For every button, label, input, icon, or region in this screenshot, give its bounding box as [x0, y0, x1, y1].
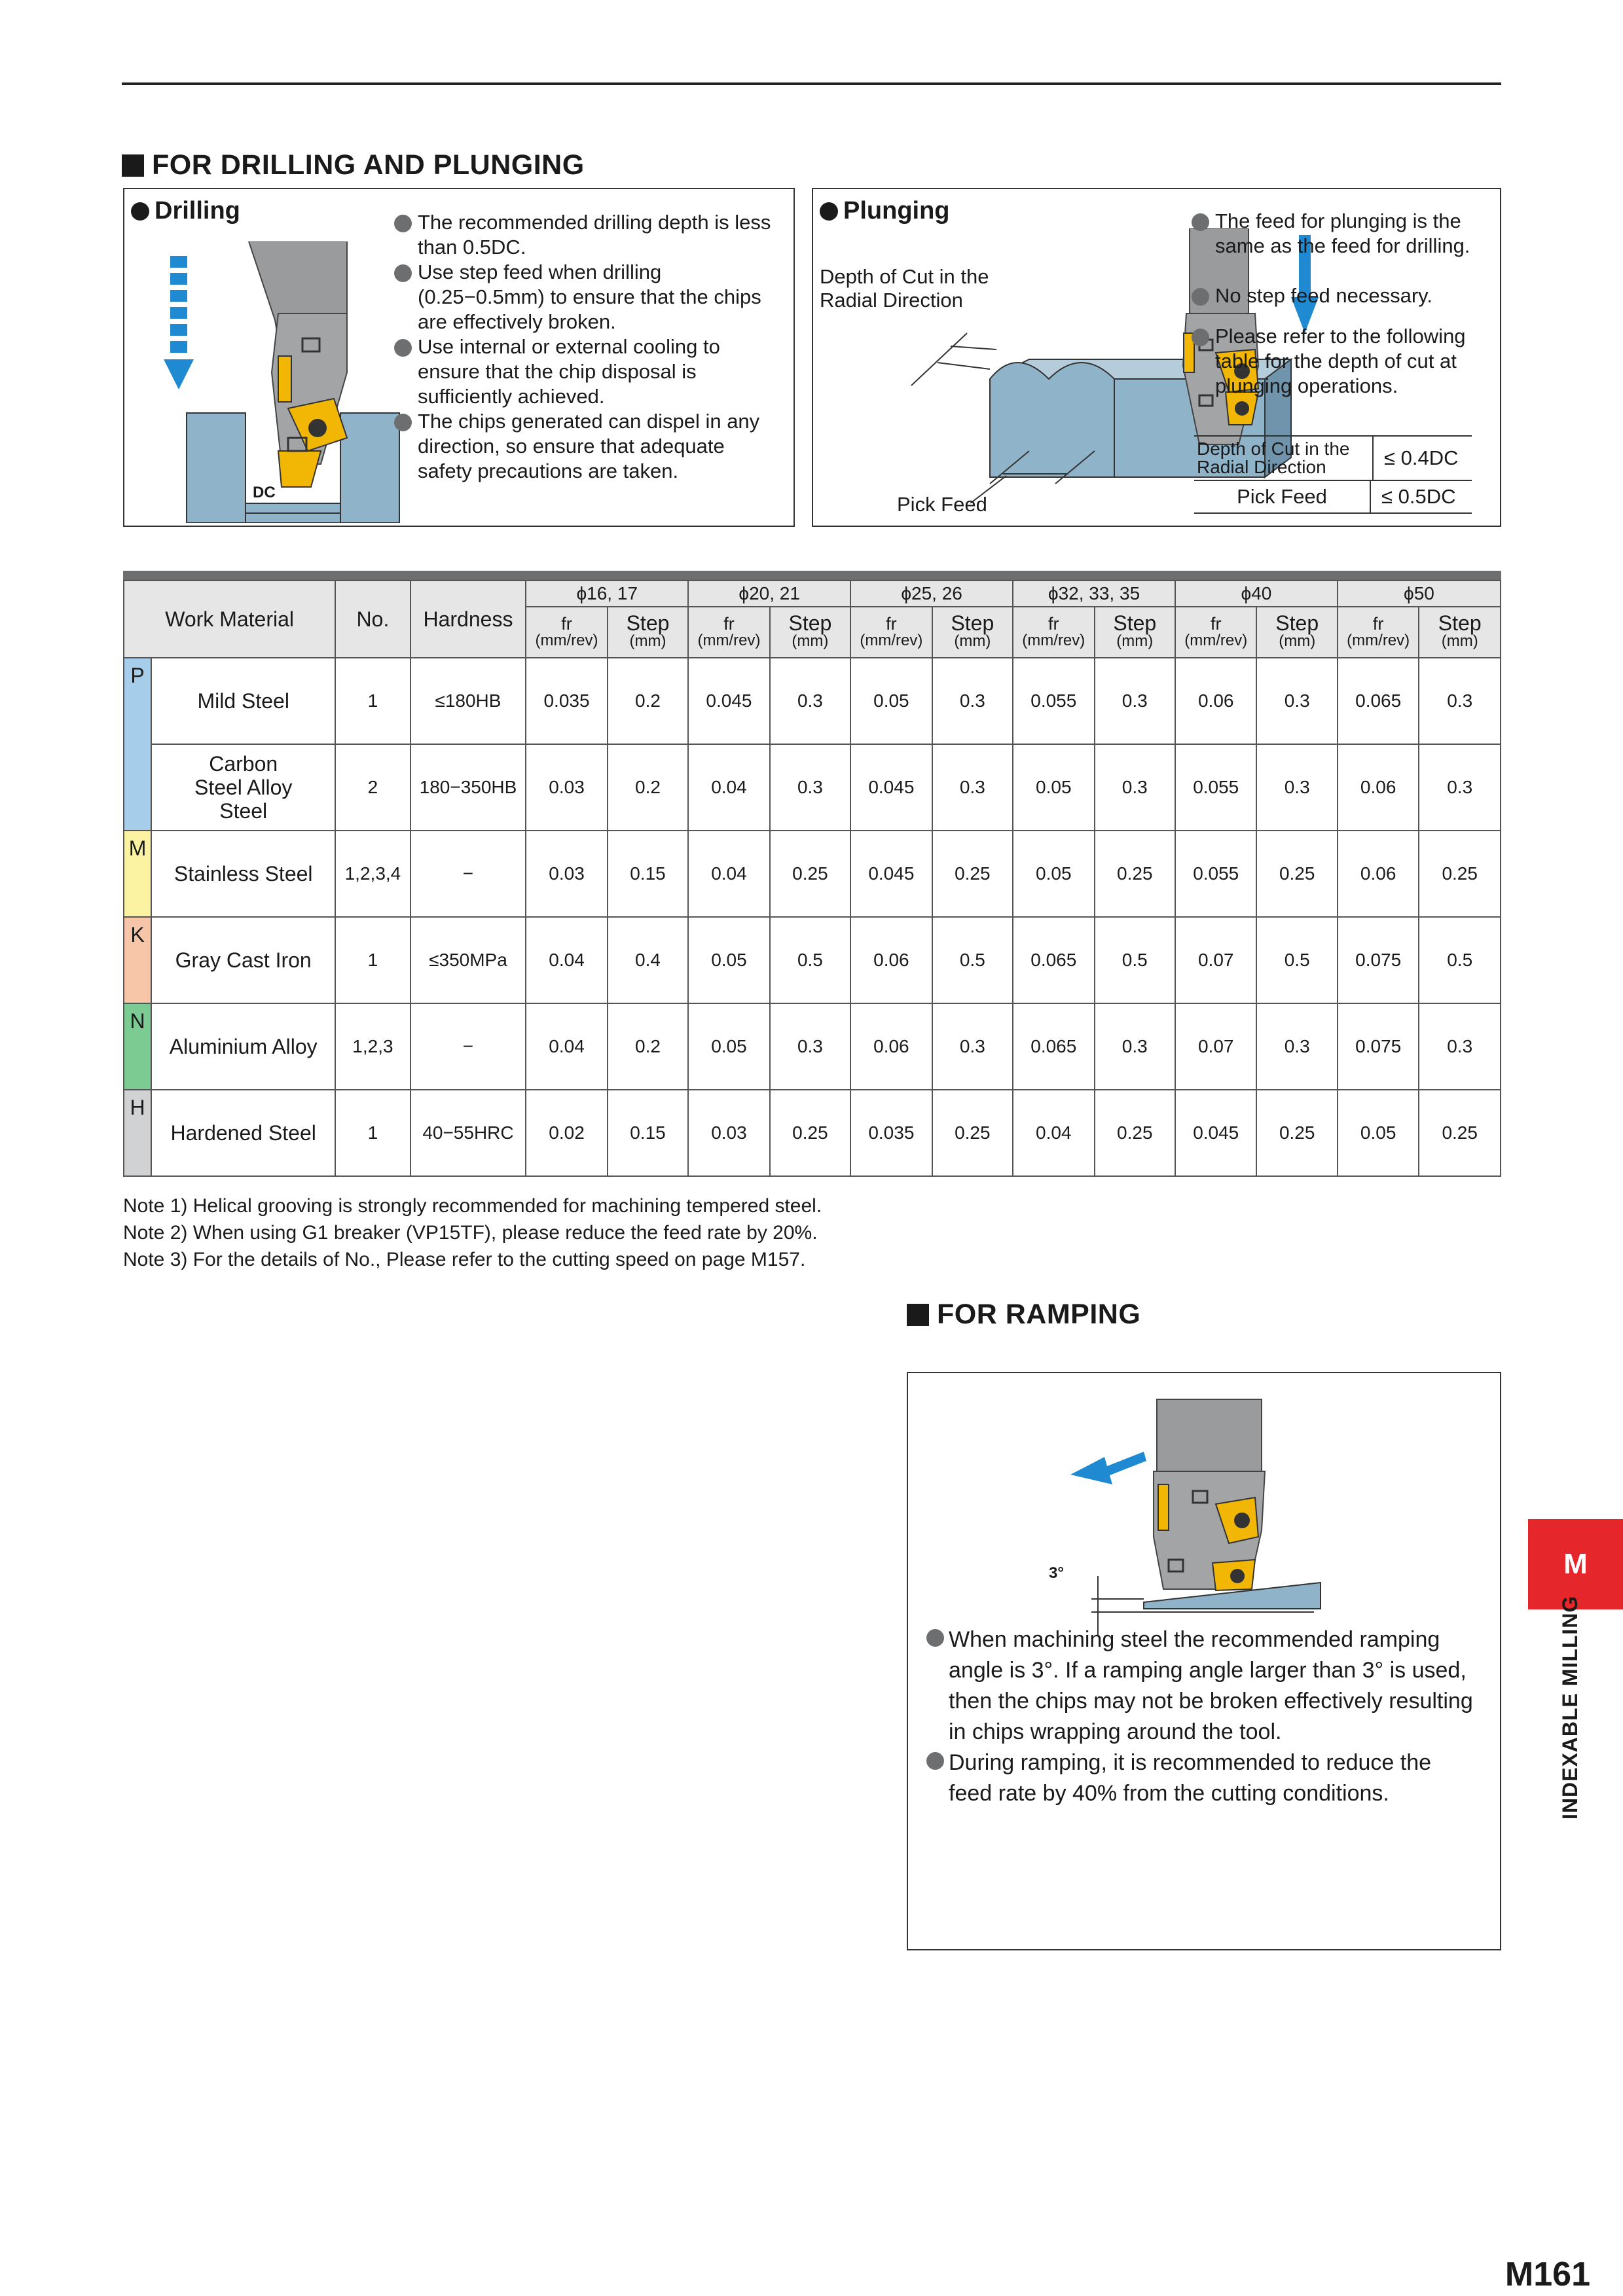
- header-hardness: Hardness: [410, 581, 526, 658]
- drilling-bullet: Use step feed when drilling (0.25−0.5mm) to ensure that the chips are effectively broken.: [394, 260, 774, 334]
- top-rule: [122, 82, 1501, 85]
- feed-value: 0.065: [1013, 917, 1094, 1003]
- header-step: Step (mm): [932, 607, 1013, 658]
- section-square-icon: [907, 1304, 929, 1326]
- material-group-code: M: [124, 831, 151, 917]
- feed-value: 0.06: [1175, 658, 1256, 744]
- table-row: [124, 1003, 1501, 1090]
- feed-value: 0.045: [850, 831, 932, 917]
- plunging-bullets: [1192, 209, 1499, 399]
- depth-of-cut-label: Depth of Cut in the Radial Direction: [820, 265, 989, 312]
- work-material: Carbon Steel Alloy Steel: [151, 744, 335, 831]
- plunging-title: Plunging: [820, 197, 950, 225]
- feed-value: 0.06: [850, 1003, 932, 1090]
- step-value: 0.3: [1419, 658, 1501, 744]
- plunging-panel: [812, 188, 1501, 527]
- work-material: Aluminium Alloy: [151, 1003, 335, 1090]
- drilling-panel: [123, 188, 795, 527]
- hardness: ≤180HB: [410, 658, 526, 744]
- work-material: Stainless Steel: [151, 831, 335, 917]
- section-title-drilling-plunging: FOR DRILLING AND PLUNGING: [122, 149, 585, 181]
- feed-value: 0.04: [688, 831, 769, 917]
- mini-table-row: [1194, 437, 1472, 481]
- step-value: 0.3: [1419, 744, 1501, 831]
- drilling-bullet: The recommended drilling depth is less than 0.5DC.: [394, 210, 774, 260]
- hardness: 180−350HB: [410, 744, 526, 831]
- ramping-diagram: [1052, 1386, 1366, 1661]
- table-top-bar: [123, 571, 1501, 580]
- step-value: 0.3: [1256, 744, 1337, 831]
- table-row: [124, 658, 1501, 744]
- feed-value: 0.04: [526, 917, 607, 1003]
- ramping-bullets: [926, 1624, 1476, 1809]
- step-value: 0.3: [1095, 1003, 1175, 1090]
- mini-table-label: Pick Feed: [1237, 485, 1327, 508]
- feed-value: 0.055: [1175, 744, 1256, 831]
- mini-table-value: ≤ 0.5DC: [1370, 481, 1456, 512]
- feed-value: 0.07: [1175, 917, 1256, 1003]
- feed-value: 0.05: [850, 658, 932, 744]
- header-step: Step (mm): [1095, 607, 1175, 658]
- hardness: ≤350MPa: [410, 917, 526, 1003]
- step-value: 0.3: [770, 1003, 850, 1090]
- drilling-title: Drilling: [131, 197, 240, 225]
- mini-table-label: Depth of Cut in the Radial Direction: [1197, 439, 1350, 477]
- feed-value: 0.045: [1175, 1090, 1256, 1176]
- feed-value: 0.05: [688, 1003, 769, 1090]
- header-step: Step (mm): [608, 607, 688, 658]
- step-value: 0.3: [1095, 744, 1175, 831]
- step-value: 0.15: [608, 831, 688, 917]
- feed-value: 0.05: [1013, 831, 1094, 917]
- step-value: 0.3: [1256, 1003, 1337, 1090]
- feed-value: 0.03: [526, 744, 607, 831]
- ramp-angle-label: 3°: [1049, 1564, 1064, 1582]
- feed-value: 0.03: [688, 1090, 769, 1176]
- material-group-code: K: [124, 917, 151, 1003]
- hardness: −: [410, 831, 526, 917]
- feed-value: 0.02: [526, 1090, 607, 1176]
- header-diameter: ϕ40: [1175, 581, 1338, 607]
- cutting-conditions-table: [123, 580, 1501, 1177]
- drilling-bullet: Use internal or external cooling to ensure that the chip disposal is sufficiently achieved.: [394, 334, 774, 409]
- step-value: 0.2: [608, 658, 688, 744]
- note: Note 2) When using G1 breaker (VP15TF), please reduce the feed rate by 20%.: [123, 1222, 818, 1244]
- ramping-panel: [907, 1372, 1501, 1950]
- step-value: 0.25: [770, 831, 850, 917]
- feed-value: 0.05: [1013, 744, 1094, 831]
- table-row: [124, 744, 1501, 831]
- step-value: 0.25: [1095, 1090, 1175, 1176]
- feed-value: 0.045: [688, 658, 769, 744]
- header-fr: fr (mm/rev): [1013, 607, 1094, 658]
- feed-value: 0.04: [526, 1003, 607, 1090]
- side-tab-m: M: [1528, 1519, 1623, 1609]
- drilling-bullets: [394, 210, 774, 484]
- step-value: 0.25: [932, 1090, 1013, 1176]
- ramping-bullet: During ramping, it is recommended to reduce the feed rate by 40% from the cutting conditions.: [926, 1748, 1476, 1809]
- material-no: 1: [335, 1090, 410, 1176]
- header-fr: fr (mm/rev): [1175, 607, 1256, 658]
- mini-table-value: ≤ 0.4DC: [1372, 437, 1459, 480]
- header-diameter: ϕ50: [1338, 581, 1501, 607]
- step-value: 0.3: [932, 744, 1013, 831]
- feed-value: 0.075: [1338, 1003, 1419, 1090]
- feed-value: 0.055: [1175, 831, 1256, 917]
- step-value: 0.3: [1256, 658, 1337, 744]
- section-title-ramping: FOR RAMPING: [907, 1299, 1140, 1331]
- step-value: 0.25: [1419, 1090, 1501, 1176]
- step-value: 0.3: [932, 1003, 1013, 1090]
- feed-value: 0.06: [1338, 831, 1419, 917]
- header-fr: fr (mm/rev): [1338, 607, 1419, 658]
- step-value: 0.25: [1095, 831, 1175, 917]
- step-value: 0.5: [1419, 917, 1501, 1003]
- step-value: 0.5: [932, 917, 1013, 1003]
- header-no: No.: [335, 581, 410, 658]
- work-material: Mild Steel: [151, 658, 335, 744]
- step-value: 0.25: [1419, 831, 1501, 917]
- step-value: 0.3: [1095, 658, 1175, 744]
- feed-value: 0.035: [850, 1090, 932, 1176]
- page-number: M161: [1504, 2255, 1590, 2293]
- header-fr: fr (mm/rev): [688, 607, 769, 658]
- step-value: 0.25: [932, 831, 1013, 917]
- table-body: [124, 658, 1501, 1176]
- table-row: [124, 831, 1501, 917]
- material-no: 1: [335, 658, 410, 744]
- material-group-code: P: [124, 658, 151, 744]
- bullet-dot-icon: [131, 202, 149, 221]
- plunging-bullet: Please refer to the following table for the depth of cut at plunging operations.: [1192, 324, 1499, 399]
- header-step: Step (mm): [770, 607, 850, 658]
- work-material: Gray Cast Iron: [151, 917, 335, 1003]
- work-material: Hardened Steel: [151, 1090, 335, 1176]
- header-step: Step (mm): [1256, 607, 1337, 658]
- material-group-code: H: [124, 1090, 151, 1176]
- material-no: 2: [335, 744, 410, 831]
- feed-value: 0.065: [1013, 1003, 1094, 1090]
- notes: [123, 1193, 822, 1273]
- header-work-material: Work Material: [124, 581, 335, 658]
- step-value: 0.3: [770, 658, 850, 744]
- step-value: 0.2: [608, 1003, 688, 1090]
- section-square-icon: [122, 154, 144, 177]
- mini-table-row: [1194, 481, 1472, 514]
- side-tab-label: INDEXABLE MILLING: [1558, 1595, 1582, 1820]
- step-value: 0.2: [608, 744, 688, 831]
- plunging-bullet: The feed for plunging is the same as the feed for drilling.: [1192, 209, 1499, 259]
- feed-value: 0.05: [1338, 1090, 1419, 1176]
- step-value: 0.25: [1256, 831, 1337, 917]
- hardness: −: [410, 1003, 526, 1090]
- feed-value: 0.05: [688, 917, 769, 1003]
- drilling-bullet: The chips generated can dispel in any direction, so ensure that adequate safety precautions are taken.: [394, 409, 774, 484]
- material-group-code: [124, 744, 151, 831]
- pick-feed-label: Pick Feed: [897, 493, 987, 516]
- header-diameter: ϕ25, 26: [850, 581, 1013, 607]
- header-fr: fr (mm/rev): [850, 607, 932, 658]
- header-diameter: ϕ16, 17: [526, 581, 688, 607]
- feed-value: 0.03: [526, 831, 607, 917]
- step-value: 0.3: [932, 658, 1013, 744]
- material-no: 1,2,3: [335, 1003, 410, 1090]
- step-value: 0.25: [770, 1090, 850, 1176]
- header-diameter: ϕ32, 33, 35: [1013, 581, 1175, 607]
- feed-value: 0.04: [1013, 1090, 1094, 1176]
- material-no: 1: [335, 917, 410, 1003]
- step-value: 0.15: [608, 1090, 688, 1176]
- header-fr: fr (mm/rev): [526, 607, 607, 658]
- step-value: 0.5: [770, 917, 850, 1003]
- feed-value: 0.045: [850, 744, 932, 831]
- bullet-dot-icon: [820, 202, 838, 221]
- feed-value: 0.04: [688, 744, 769, 831]
- note: Note 1) Helical grooving is strongly recommended for machining tempered steel.: [123, 1195, 822, 1217]
- step-value: 0.3: [1419, 1003, 1501, 1090]
- hardness: 40−55HRC: [410, 1090, 526, 1176]
- feed-value: 0.075: [1338, 917, 1419, 1003]
- feed-value: 0.06: [850, 917, 932, 1003]
- step-value: 0.5: [1095, 917, 1175, 1003]
- table-row: [124, 1090, 1501, 1176]
- step-value: 0.5: [1256, 917, 1337, 1003]
- header-step: Step (mm): [1419, 607, 1501, 658]
- note: Note 3) For the details of No., Please refer to the cutting speed on page M157.: [123, 1249, 806, 1270]
- dc-label: DC: [253, 484, 276, 501]
- feed-value: 0.07: [1175, 1003, 1256, 1090]
- ramping-bullet: When machining steel the recommended ramping angle is 3°. If a ramping angle larger than 3° is used, then the chips may not be broken effectively resulting in chips wrapping around the tool.: [926, 1624, 1476, 1748]
- table-row: [124, 917, 1501, 1003]
- feed-value: 0.065: [1338, 658, 1419, 744]
- material-group-code: N: [124, 1003, 151, 1090]
- material-no: 1,2,3,4: [335, 831, 410, 917]
- feed-value: 0.06: [1338, 744, 1419, 831]
- step-value: 0.4: [608, 917, 688, 1003]
- feed-value: 0.055: [1013, 658, 1094, 744]
- feed-value: 0.035: [526, 658, 607, 744]
- plunging-bullet: No step feed necessary.: [1192, 283, 1499, 308]
- header-diameter: ϕ20, 21: [688, 581, 850, 607]
- plunging-depth-table: [1194, 435, 1472, 514]
- step-value: 0.25: [1256, 1090, 1337, 1176]
- step-value: 0.3: [770, 744, 850, 831]
